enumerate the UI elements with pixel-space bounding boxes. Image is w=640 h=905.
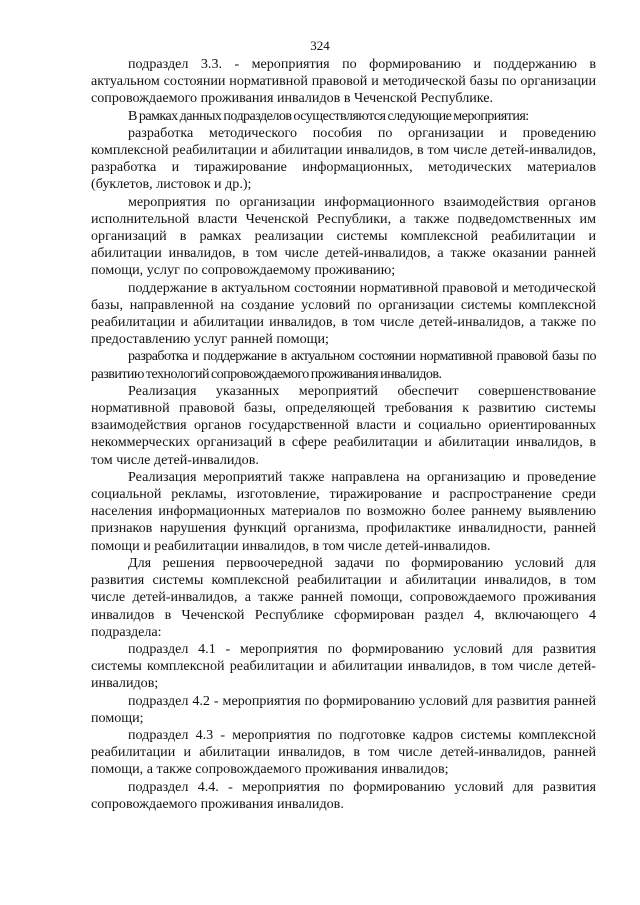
paragraph-subsection-4-2: подраздел 4.2 - мероприятия по формированию условий для развития ранней помощи;	[91, 692, 596, 726]
body-text	[91, 56, 596, 813]
paragraph-methodical-manual: разработка методического пособия по организации и проведению комплексной реабилитации и абилитации инвалидов, в том числе детей-инвалидов, разработка и тиражирование информационных, методических материалов (буклетов, листовок и др.);	[91, 124, 596, 193]
paragraph-implementation-result: Реализация указанных мероприятий обеспечит совершенствование нормативной правовой базы, определяющей требования к развитию системы взаимодействия органов государственной власти и социально ориентированных некоммерческих организаций в сфере реабилитации и абилитации инвалидов, в том числе детей-инвалидов.	[91, 382, 596, 468]
paragraph-section-4: Для решения первоочередной задачи по формированию условий для развития системы комплексной реабилитации и абилитации инвалидов, в том числе детей-инвалидов, а также ранней помощи, сопровождаемого проживания инвалидов в Чеченской Республике сформирован раздел 4, включающего 4 подраздела:	[91, 554, 596, 640]
paragraph-information-interaction: мероприятия по организации информационного взаимодействия органов исполнительной власти Чеченской Республики, а также подведомственных им организаций в рамках реализации системы комплексной реабилитации и абилитации инвалидов, в том числе детей-инвалидов, а также оказании ранней помощи, услуг по сопровождаемому проживанию;	[91, 193, 596, 279]
paragraph-subsection-4-1: подраздел 4.1 - мероприятия по формированию условий для развития системы комплексной реабилитации и абилитации инвалидов, в том числе детей-инвалидов;	[91, 640, 596, 692]
paragraph-subsection-4-4: подраздел 4.4. - мероприятия по формированию условий для развития сопровождаемого проживания инвалидов.	[91, 778, 596, 812]
paragraph-maintaining-base: поддержание в актуальном состоянии нормативной правовой и методической базы, направленной на создание условий по организации системы комплексной реабилитации и абилитации инвалидов, в том числе детей-инвалидов, а также по предоставлению услуг ранней помощи;	[91, 279, 596, 348]
paragraph-subsection-3-3: подраздел 3.3. - мероприятия по формированию и поддержанию в актуальном состоянии нормативной правовой и методической базы по организации сопровождаемого проживания инвалидов в Чеченской Республике.	[91, 56, 596, 107]
paragraph-measures-intro: В рамках данных подразделов осуществляются следующие мероприятия:	[128, 107, 529, 124]
paragraph-subsection-4-3: подраздел 4.3 - мероприятия по подготовке кадров системы комплексной реабилитации и абилитации инвалидов, в том числе детей-инвалидов, ранней помощи, а также сопровождаемого проживания инвалидов;	[91, 726, 596, 778]
page-number: 324	[310, 38, 330, 53]
paragraph-supported-living-base: разработка и поддержание в актуальном состоянии нормативной правовой базы по развитию технологий сопровождаемого проживания инвалидов.	[91, 348, 596, 382]
paragraph-social-advertising: Реализация мероприятий также направлена на организацию и проведение социальной рекламы, изготовление, тиражирование и распространение среди населения информационных материалов по возможно более раннему выявлению признаков нарушения функций организма, профилактике инвалидности, ранней помощи и реабилитации инвалидов, в том числе детей-инвалидов.	[91, 468, 596, 554]
